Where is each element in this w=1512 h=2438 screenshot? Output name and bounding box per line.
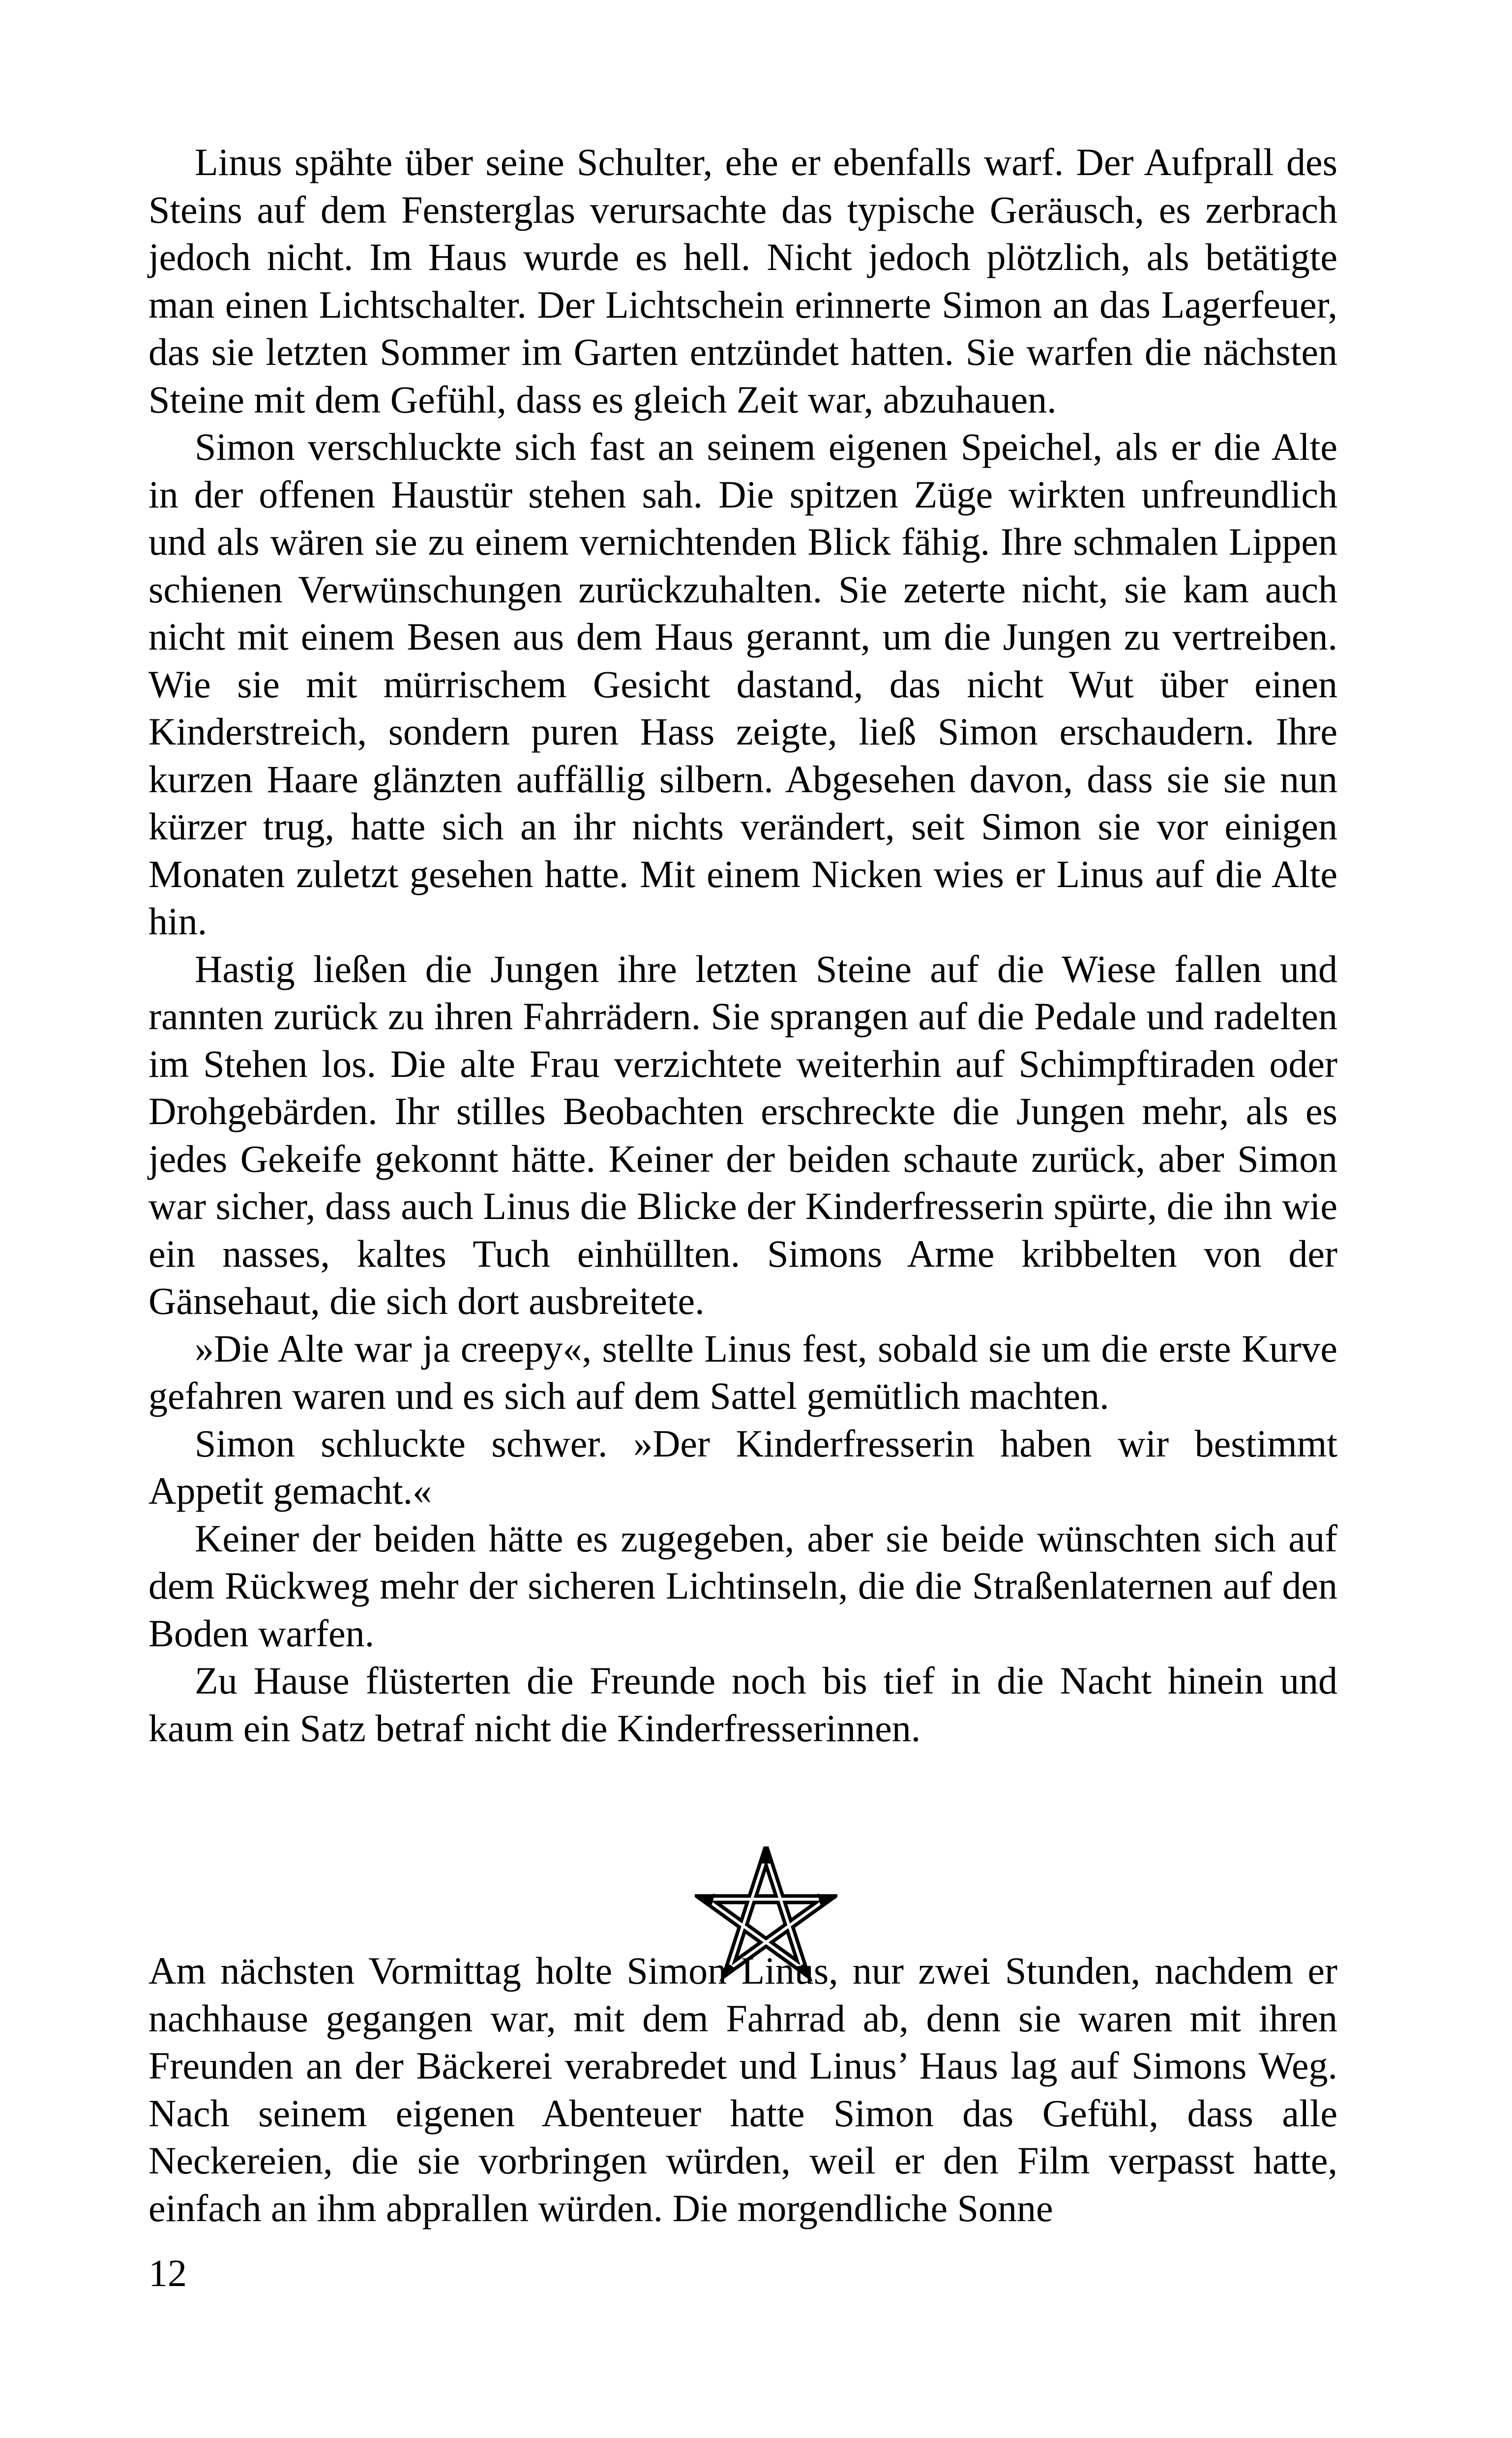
paragraph-7: Zu Hause flüsterten die Freunde noch bis tief in die Nacht hinein und kaum ein Satz betraf nicht die Kinderfresserinnen.: [148, 1659, 1337, 1750]
paragraph-1: Linus spähte über seine Schulter, ehe er ebenfalls warf. Der Aufprall des Steins auf dem Fensterglas verursachte das typische Geräusch, es zerbrach jedoch nicht. Im Haus wurde es hell. Nicht jedoch plötzlich, als betätigte man einen Lichtschalter. Der Lichtschein erinnerte Simon an das Lagerfeuer, das sie letzten Sommer im Garten entzündet hatten. Sie warfen die nächsten Steine mit dem Gefühl, dass es gleich Zeit war, abzuhauen.: [148, 141, 1337, 421]
paragraph-6: Keiner der beiden hätte es zugegeben, aber sie beide wünschten sich auf dem Rückweg mehr der sicheren Lichtinseln, die die Straßenlaternen auf den Boden warfen.: [148, 1516, 1337, 1655]
page-number: 12: [148, 2252, 187, 2294]
paragraph-8: Am nächsten Vormittag holte Simon Linus, nur zwei Stunden, nachdem er nachhause gegangen war, mit dem Fahrrad ab, denn sie waren mit ihren Freunden an der Bäckerei verabredet und Linus’ Haus lag auf Simons Weg. Nach seinem eigenen Abenteuer hatte Simon das Gefühl, dass alle Neckereien, die sie vorbringen würden, weil er den Film verpasst hatte, einfach an ihm abprallen würden. Die morgendliche Sonne: [148, 1949, 1337, 2230]
paragraph-3: Hastig ließen die Jungen ihre letzten Steine auf die Wiese fallen und rannten zurück zu ihren Fahrrädern. Sie sprangen auf die Pedale und radelten im Stehen los. Die alte Frau verzichtete weiterhin auf Schimpftiraden oder Drohgebärden. Ihr stilles Beobachten erschreckte die Jungen mehr, als es jedes Gekeife gekonnt hätte. Keiner der beiden schaute zurück, aber Simon war sicher, dass auch Linus die Blicke der Kinderfresserin spürte, die ihn wie ein nasses, kaltes Tuch einhüllten. Simons Arme kribbelten von der Gänsehaut, die sich dort ausbreitete.: [148, 947, 1337, 1322]
paragraph-4: »Die Alte war ja creepy«, stellte Linus fest, sobald sie um die erste Kurve gefahren waren und es sich auf dem Sattel gemütlich machten.: [148, 1327, 1337, 1417]
text-section-top: [148, 139, 1337, 1752]
paragraph-5: Simon schluckte schwer. »Der Kinderfresserin haben wir bestimmt Appetit gemacht.«: [148, 1422, 1337, 1512]
paragraph-2: Simon verschluckte sich fast an seinem eigenen Speichel, als er die Alte in der offenen Haustür stehen sah. Die spitzen Züge wirkten unfreundlich und als wären sie zu einem vernichtenden Blick fähig. Ihre schmalen Lippen schienen Verwünschungen zurückzuhalten. Sie zeterte nicht, sie kam auch nicht mit einem Besen aus dem Haus gerannt, um die Jungen zu vertreiben. Wie sie mit mürrischem Gesicht dastand, das nicht Wut über einen Kinderstreich, sondern puren Hass zeigte, ließ Simon erschaudern. Ihre kurzen Haare glänzten auffällig silbern. Abgesehen davon, dass sie sie nun kürzer trug, hatte sich an ihr nichts verändert, seit Simon sie vor einigen Monaten zuletzt gesehen hatte. Mit einem Nicken wies er Linus auf die Alte hin.: [148, 425, 1337, 943]
text-section-bottom: [148, 1947, 1337, 2232]
